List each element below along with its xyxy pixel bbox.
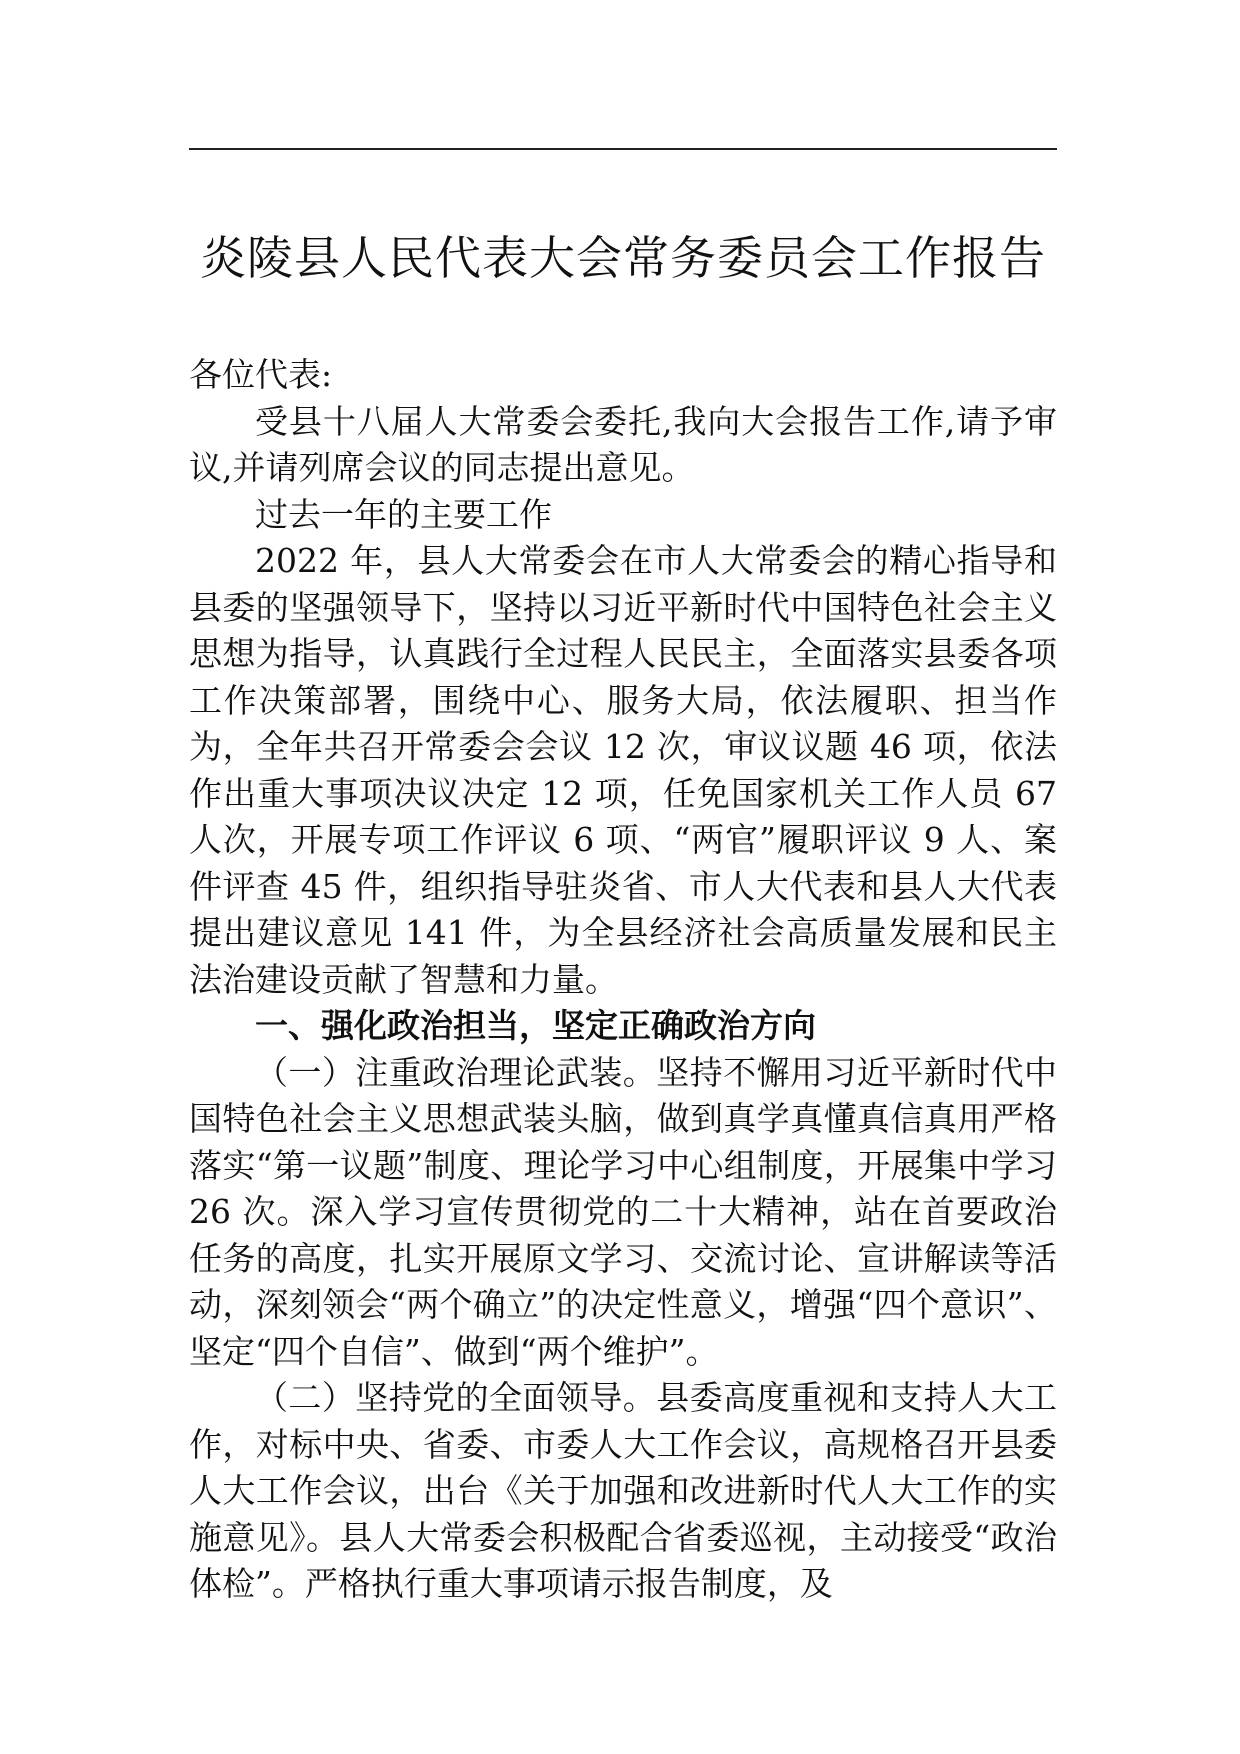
subsection-paragraph-2: （二）坚持党的全面领导。县委高度重视和支持人大工作，对标中央、省委、市委人大工作会议，高规格召开县委人大工作会议，出台《关于加强和改进新时代人大工作的实施意见》。县人大常委会积极配合省委巡视，主动接受“政治体检”。严格执行重大事项请示报告制度，及 — [189, 1378, 1057, 1603]
summary-paragraph: 2022 年，县人大常委会在市人大常委会的精心指导和县委的坚强领导下，坚持以习近平新时代中国特色社会主义思想为指导，认真践行全过程人民民主，全面落实县委各项工作决策部署，围绕中心、服务大局，依法履职、担当作为，全年共召开常委会会议 12 次，审议议题 46 项，依法作出重大事项决议决定 12 项，任免国家机关工作人员 67 人次，开展专项工作评议 6 项、“两官”履职评议 9 人、案件评查 45 件，组织指导驻炎省、市人大代表和县人大代表提出建议意见 141 件，为全县经济社会高质量发展和民主法治建设贡献了智慧和力量。 — [189, 541, 1057, 999]
salutation: 各位代表: — [189, 355, 333, 394]
document-title: 炎陵县人民代表大会常务委员会工作报告 — [200, 231, 1046, 285]
section-heading-1: 一、强化政治担当，坚定正确政治方向 — [255, 1006, 816, 1045]
document-body — [189, 352, 1057, 1608]
section-subtitle: 过去一年的主要工作 — [255, 494, 552, 534]
subsection-paragraph-1: （一）注重政治理论武装。坚持不懈用习近平新时代中国特色社会主义思想武装头脑，做到真学真懂真信真用严格落实“第一议题”制度、理论学习中心组制度，开展集中学习 26 次。深入学习宣传贯彻党的二十大精神，站在首要政治任务的高度，扎实开展原文学习、交流讨论、宣讲解读等活动，深刻领会“两个确立”的决定性意义，增强“四个意识”、坚定“四个自信”、做到“两个维护”。 — [189, 1052, 1057, 1371]
intro-paragraph: 受县十八届人大常委会委托,我向大会报告工作,请予审议,并请列席会议的同志提出意见。 — [189, 401, 1057, 487]
header-rule — [189, 148, 1057, 150]
